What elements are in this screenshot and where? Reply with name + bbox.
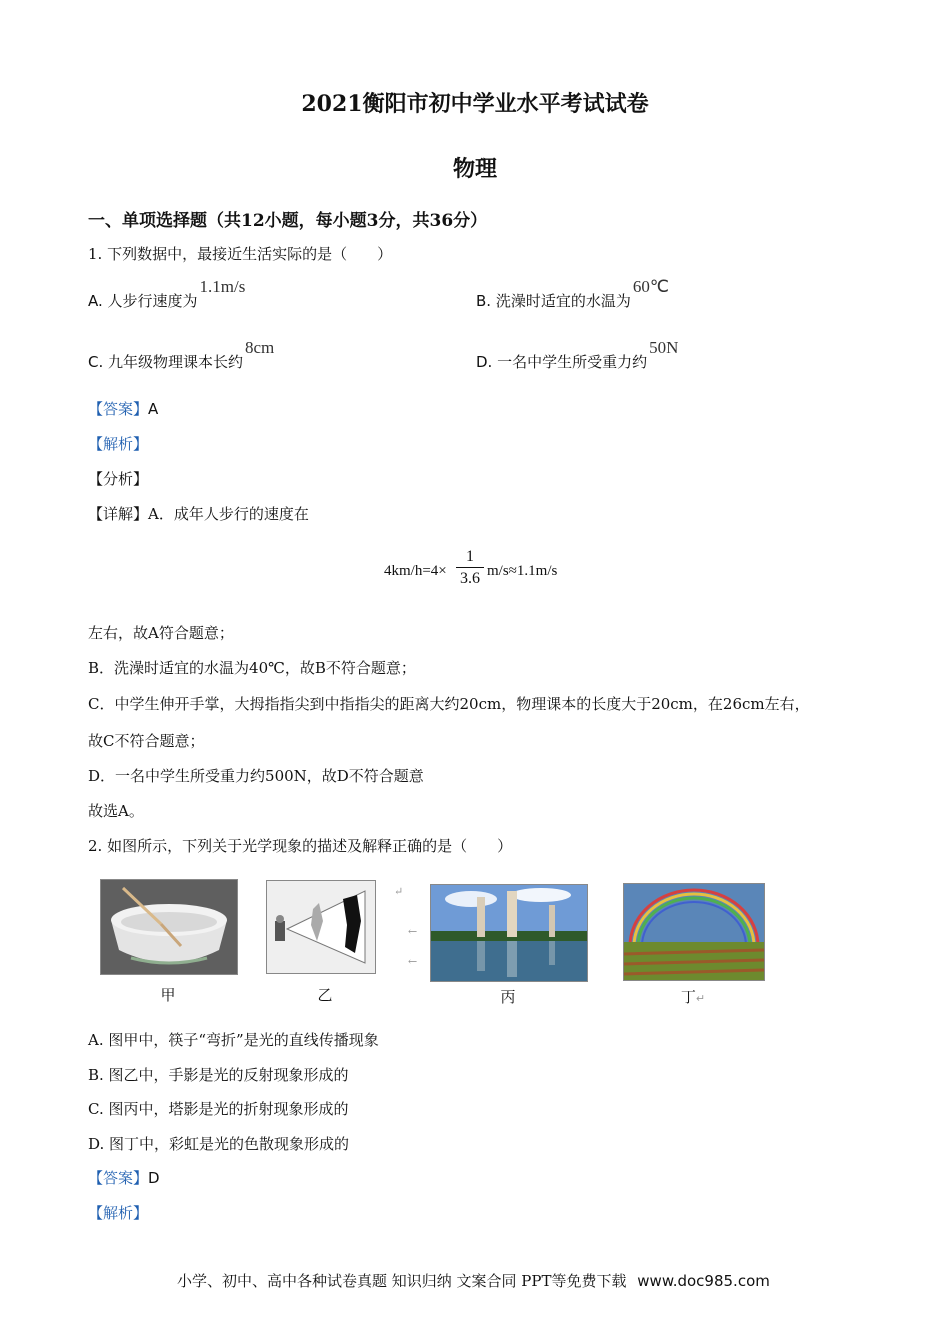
figure-caption-bing: 丙 <box>500 988 516 1006</box>
footer <box>177 1270 770 1291</box>
q1-line-6: 故选A。 <box>88 802 144 820</box>
fraction-denominator: 3.6 <box>460 570 480 587</box>
footer-url[interactable]: www.doc985.com <box>637 1272 770 1290</box>
q2-option-a: A. 图甲中，筷子“弯折”是光的直线传播现象 <box>88 1031 379 1049</box>
q1-formula: 4km/h=4× $\frac{1}{3.6}$ m/s≈1.1m/s <box>384 547 604 595</box>
figure-yi-shadow-image <box>266 880 376 974</box>
q1-option-d: D. 一名中学生所受重力约50N <box>476 338 679 371</box>
q2-answer: 【答案】D <box>88 1169 160 1187</box>
arrow-mark: ← <box>408 925 418 938</box>
q1-line-4: 故C不符合题意； <box>88 732 205 750</box>
q1-option-b: B. 洗澡时适宜的水温为60℃ <box>476 277 669 310</box>
q1-option-c: C. 九年级物理课本长约8cm <box>88 338 275 371</box>
q1-analysis-label: 【解析】 <box>88 435 149 453</box>
q2-option-d: D. 图丁中，彩虹是光的色散现象形成的 <box>88 1135 350 1153</box>
fraction-numerator: 1 <box>456 547 484 568</box>
q2-analysis-label: 【解析】 <box>88 1204 149 1222</box>
q1-option-a: A. 人步行速度为1.1m/s <box>88 277 246 310</box>
q1-line-2: B．洗澡时适宜的水温为40℃，故B不符合题意； <box>88 659 416 677</box>
figure-ding-rainbow-image <box>623 883 765 981</box>
q1-line-3: C．中学生伸开手掌，大拇指指尖到中指指尖的距离大约20cm，物理课本的长度大于20cm，在26cm左右， <box>88 695 810 713</box>
q1-fenxi-label: 【分析】 <box>88 470 149 488</box>
figure-bing-pagoda-image <box>430 884 588 982</box>
return-mark: ↵ <box>394 885 404 898</box>
footer-text: 小学、初中、高中各种试卷真题 知识归纳 文案合同 PPT等免费下载 <box>177 1272 627 1290</box>
arrow-mark: ← <box>408 955 418 968</box>
figure-jia-bowl-image <box>100 879 238 975</box>
q2-stem: 2. 如图所示，下列关于光学现象的描述及解释正确的是（ ） <box>88 837 513 855</box>
figure-caption-yi: 乙 <box>317 986 333 1004</box>
subject-title: 物理 <box>452 156 497 182</box>
section-title: 一、单项选择题（共12小题，每小题3分，共36分） <box>88 211 488 231</box>
q1-line-1: 左右，故A符合题意； <box>88 624 234 642</box>
q1-stem: 1. 下列数据中，最接近生活实际的是（ ） <box>88 245 393 263</box>
exam-title: 2021衡阳市初中学业水平考试试卷 <box>301 91 649 117</box>
q2-option-b: B. 图乙中，手影是光的反射现象形成的 <box>88 1066 349 1084</box>
q1-answer: 【答案】A <box>88 400 159 418</box>
figure-caption-jia: 甲 <box>160 986 176 1004</box>
q1-detail: 【详解】A．成年人步行的速度在 <box>88 505 309 523</box>
figure-caption-ding: 丁↵ <box>680 988 706 1006</box>
q1-line-5: D．一名中学生所受重力约500N，故D不符合题意 <box>88 767 424 785</box>
q2-option-c: C. 图丙中，塔影是光的折射现象形成的 <box>88 1100 349 1118</box>
